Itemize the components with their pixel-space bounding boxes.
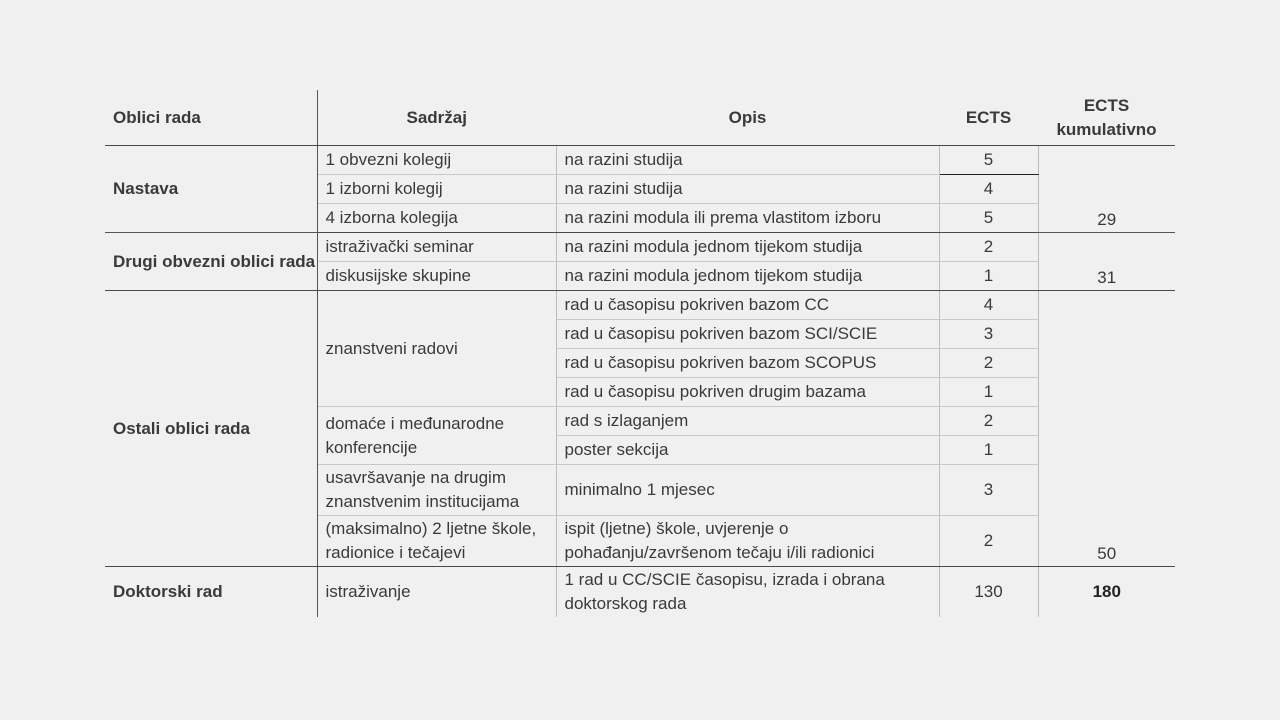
cell-ects: 5: [939, 204, 1038, 233]
cell-opis: rad u časopisu pokriven bazom SCI/SCIE: [556, 320, 939, 349]
table-row: [105, 233, 1175, 262]
table-row: [105, 567, 1175, 618]
cell-ects: 1: [939, 262, 1038, 291]
cell-opis: 1 rad u CC/SCIE časopisu, izrada i obrana doktorskog rada: [556, 567, 939, 618]
header-sadrzaj: Sadržaj: [317, 90, 556, 146]
header-ects: ECTS: [939, 90, 1038, 146]
cell-ects: 1: [939, 378, 1038, 407]
cell-sadrzaj: (maksimalno) 2 ljetne škole, radionice i tečajevi: [317, 516, 556, 567]
cell-opis: na razini modula jednom tijekom studija: [556, 262, 939, 291]
cell-ects: 3: [939, 320, 1038, 349]
header-ects-kum-line1: ECTS: [1083, 95, 1130, 115]
cell-opis: rad u časopisu pokriven drugim bazama: [556, 378, 939, 407]
cell-ects: 1: [939, 436, 1038, 465]
cell-opis: na razini modula jednom tijekom studija: [556, 233, 939, 262]
cell-ects: 2: [939, 349, 1038, 378]
cell-sadrzaj: usavršavanje na drugim znanstvenim institucijama: [317, 465, 556, 516]
header-oblici-rada: Oblici rada: [105, 90, 317, 146]
section-doktorski-label: Doktorski rad: [105, 567, 317, 618]
header-ects-kum-line2: kumulativno: [1056, 119, 1157, 139]
cell-ects: 2: [939, 516, 1038, 567]
cell-ects-cumulative: 50: [1038, 291, 1175, 567]
cell-sadrzaj: 4 izborna kolegija: [317, 204, 556, 233]
cell-opis: na razini studija: [556, 175, 939, 204]
cell-opis: poster sekcija: [556, 436, 939, 465]
ects-table: [105, 90, 1175, 617]
cell-sadrzaj: domaće i međunarodne konferencije: [317, 407, 556, 465]
cell-opis: rad u časopisu pokriven bazom CC: [556, 291, 939, 320]
cell-ects: 130: [939, 567, 1038, 618]
cell-ects: 5: [939, 146, 1038, 175]
cell-opis: minimalno 1 mjesec: [556, 465, 939, 516]
cell-opis: na razini studija: [556, 146, 939, 175]
header-row: [105, 90, 1175, 146]
cell-sadrzaj: znanstveni radovi: [317, 291, 556, 407]
cell-sadrzaj: istraživački seminar: [317, 233, 556, 262]
table-row: [105, 146, 1175, 175]
cell-opis: ispit (ljetne) škole, uvjerenje o pohađanju/završenom tečaju i/ili radionici: [556, 516, 939, 567]
cell-ects-cumulative: 29: [1038, 146, 1175, 233]
cell-sadrzaj: istraživanje: [317, 567, 556, 618]
cell-ects: 3: [939, 465, 1038, 516]
cell-sadrzaj: diskusijske skupine: [317, 262, 556, 291]
header-opis: Opis: [556, 90, 939, 146]
cell-ects: 2: [939, 233, 1038, 262]
cell-opis: na razini modula ili prema vlastitom izboru: [556, 204, 939, 233]
table-row: [105, 291, 1175, 320]
section-ostali-label: Ostali oblici rada: [105, 291, 317, 567]
cell-ects: 2: [939, 407, 1038, 436]
section-nastava-label: Nastava: [105, 146, 317, 233]
cell-sadrzaj: 1 izborni kolegij: [317, 175, 556, 204]
cell-ects: 4: [939, 291, 1038, 320]
cell-ects-cumulative-total: 180: [1092, 582, 1121, 601]
cell-opis: rad u časopisu pokriven bazom SCOPUS: [556, 349, 939, 378]
section-drugi-label: Drugi obvezni oblici rada: [105, 233, 317, 291]
cell-ects-cumulative: 31: [1038, 233, 1175, 291]
header-ects-kumulativno: [1038, 90, 1175, 146]
cell-opis: rad s izlaganjem: [556, 407, 939, 436]
cell-sadrzaj: 1 obvezni kolegij: [317, 146, 556, 175]
cell-ects: 4: [939, 175, 1038, 204]
